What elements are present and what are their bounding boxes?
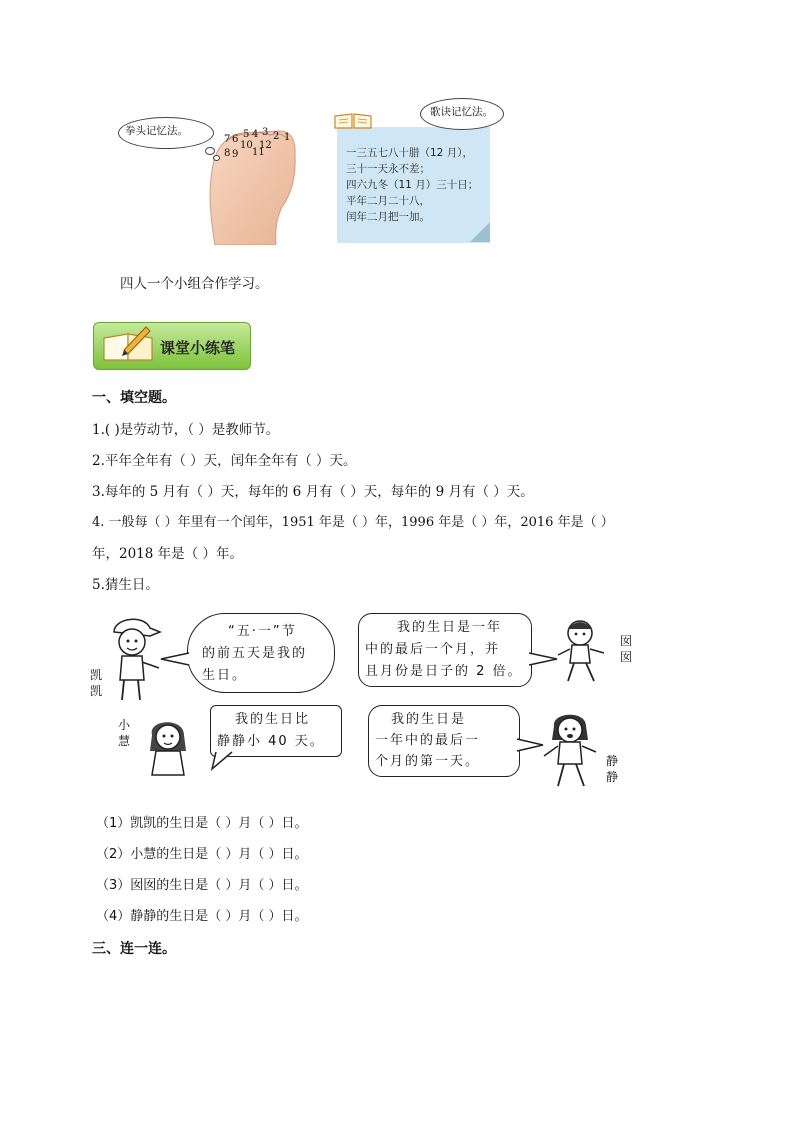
- group-note: 四人一个小组合作学习。: [120, 276, 269, 292]
- xiaohui-bubble-line: 静静小 40 天。: [217, 734, 325, 749]
- question-1: 1.( )是劳动节，（ ）是教师节。: [92, 422, 280, 438]
- fist-number: 6: [232, 134, 239, 145]
- bubble-pointer-icon: [210, 751, 238, 771]
- answer-line-3: （3）囡囡的生日是（ ）月（ ）日。: [96, 878, 308, 893]
- fist-icon: [110, 95, 310, 245]
- fist-number: 12: [259, 140, 272, 151]
- kaikai-figure-icon: [104, 610, 162, 708]
- kaikai-bubble-line: “五·一”节: [228, 624, 297, 639]
- fist-method-illustration: [110, 95, 310, 245]
- page-curl-icon: [470, 222, 492, 244]
- kaikai-name: 凯凯: [90, 668, 103, 698]
- song-line: 三十一天永不差；: [346, 163, 430, 175]
- question-5: 5.猜生日。: [92, 577, 159, 593]
- jingjing-bubble-line: 我的生日是: [391, 712, 467, 727]
- fist-number: 10: [240, 140, 253, 151]
- question-2: 2.平年全年有（ ）天，闰年全年有（ ）天。: [92, 453, 357, 469]
- fist-number: 4: [252, 129, 259, 140]
- fist-number: 11: [252, 147, 265, 158]
- section-banner-title: 课堂小练笔: [160, 339, 236, 357]
- bubble-pointer-icon: [528, 651, 558, 667]
- xiaohui-bubble-line: 我的生日比: [235, 712, 311, 727]
- tuantuan-bubble-line: 中的最后一个月，并: [365, 642, 501, 657]
- song-line: 一三五七八十腊（12 月），: [346, 147, 473, 159]
- tuantuan-figure-icon: [556, 615, 608, 685]
- notebook-pencil-icon: [100, 324, 158, 368]
- thought-dot: [213, 155, 220, 161]
- song-lines: [346, 145, 478, 225]
- song-label: 歌诀记忆法。: [430, 106, 493, 118]
- xiaohui-speech-bubble: [210, 705, 342, 757]
- kaikai-bubble-line: 的前五天是我的: [202, 646, 308, 661]
- fist-number: 2: [273, 131, 280, 142]
- tuantuan-bubble-line: 我的生日是一年: [397, 620, 503, 635]
- part3-heading: 三、连一连。: [92, 941, 176, 957]
- fist-number: 3: [262, 127, 269, 138]
- question-4: 4. 一般每（ ）年里有一个闰年，1951 年是（ ）年，1996 年是（ ）年，2016 年是（ ）: [92, 515, 614, 530]
- kaikai-bubble-line: 生日。: [202, 668, 248, 683]
- birthday-scene: [90, 605, 650, 795]
- fist-label: 拳头记忆法。: [125, 125, 188, 137]
- tuantuan-speech-bubble: [358, 613, 532, 687]
- answer-line-4: （4）静静的生日是（ ）月（ ）日。: [96, 909, 308, 924]
- fist-number: 7: [224, 134, 231, 145]
- answer-line-1: （1）凯凯的生日是（ ）月（ ）日。: [96, 816, 308, 831]
- xiaohui-figure-icon: [140, 715, 196, 781]
- fist-number: 1: [284, 132, 291, 143]
- part1-heading: 一、填空题。: [92, 390, 176, 406]
- tuantuan-name: 囡囡: [620, 634, 633, 664]
- fist-number: 5: [243, 129, 250, 140]
- jingjing-figure-icon: [540, 710, 600, 790]
- jingjing-speech-bubble: [368, 705, 520, 777]
- question-4-continued: 年，2018 年是（ ）年。: [92, 546, 243, 562]
- thought-dot: [205, 147, 215, 155]
- jingjing-name: 静静: [606, 754, 619, 784]
- jingjing-bubble-line: 个月的第一天。: [375, 754, 481, 769]
- song-line: 闰年二月把一加。: [346, 211, 430, 223]
- bubble-pointer-icon: [160, 651, 190, 667]
- song-line: 四六九冬（11 月）三十日；: [346, 179, 479, 191]
- answer-line-2: （2）小慧的生日是（ ）月（ ）日。: [96, 847, 308, 862]
- xiaohui-name: 小慧: [118, 718, 131, 748]
- jingjing-bubble-line: 一年中的最后一: [375, 733, 481, 748]
- question-3: 3.每年的 5 月有（ ）天，每年的 6 月有（ ）天，每年的 9 月有（ ）天。: [92, 484, 534, 500]
- fist-number: 8: [224, 148, 231, 159]
- book-icon: [333, 112, 373, 134]
- kaikai-speech-bubble: [187, 613, 335, 693]
- song-line: 平年二月二十八，: [346, 195, 430, 207]
- tuantuan-bubble-line: 且月份是日子的 2 倍。: [365, 664, 523, 679]
- fist-number: 9: [232, 149, 239, 160]
